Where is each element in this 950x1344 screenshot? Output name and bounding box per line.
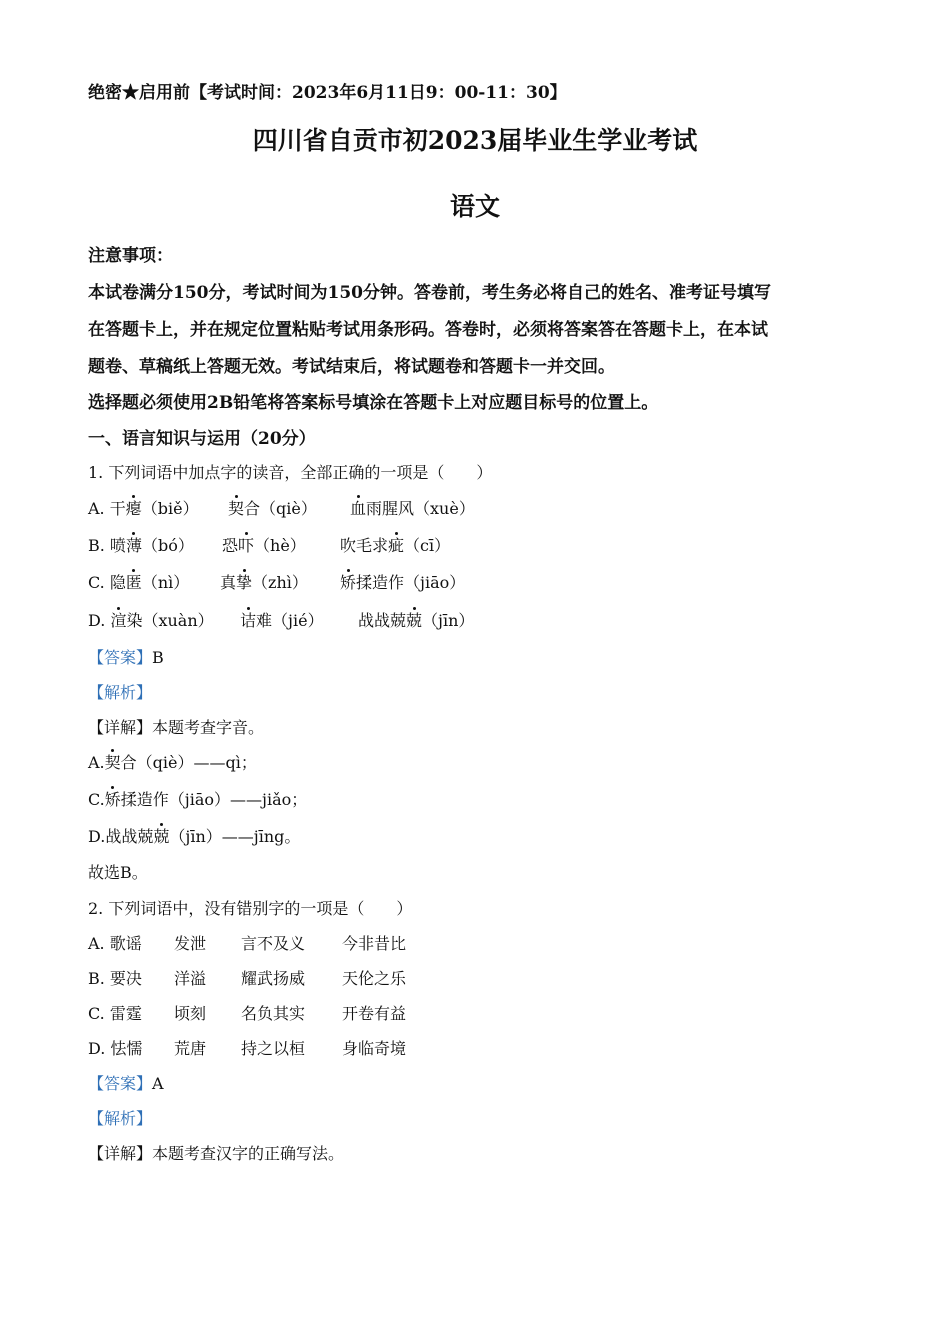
option-text: 难（jié） [256,611,324,630]
option-text: （bó） [141,536,194,555]
option-item: 发泄 [174,934,207,953]
dotted-character: 挚 [236,573,253,592]
correction-line [88,789,307,811]
option-item: 开卷有益 [342,1004,407,1023]
notice-line: 本试卷满分150分，考试时间为150分钟。答卷前，考生务必将自己的姓名、准考证号填写 [88,283,771,303]
correction-text: A. [88,753,105,772]
option-item [222,535,306,557]
option-text: A. 干 [88,499,126,518]
correction-text: （jīn）——jīng。 [169,827,301,846]
dotted-character: 血 [350,499,367,518]
option-item [220,572,308,594]
option-item: 荒唐 [174,1039,207,1058]
option-text: （nì） [141,573,190,592]
option-item [228,498,317,520]
dotted-character: 矫 [104,790,121,809]
option-text: D. [88,611,111,630]
option-item: 持之以桓 [241,1039,306,1058]
notice-heading: 注意事项： [88,246,173,266]
notice-line: 选择题必须使用2B铅笔将答案标号填涂在答题卡上对应题目标号的位置上。 [88,393,659,413]
option-item: 耀武扬威 [241,969,306,988]
detail-line: 【详解】本题考查汉字的正确写法。 [88,1144,345,1163]
option-item [340,535,450,557]
option-text: （cī） [404,536,451,555]
answer-line [88,1073,164,1095]
analysis-label: 【解析】 [88,1109,153,1128]
option-text: 雨腥风（xuè） [366,499,475,518]
option-item [340,572,465,594]
dotted-character: 渲 [110,611,127,630]
option-item [88,535,194,557]
correction-text: 合（qiè）——qì； [120,753,257,772]
option-text: （biě） [141,499,199,518]
option-item: D. 怯懦 [88,1039,143,1058]
option-text: B. 喷 [88,536,126,555]
dotted-character: 契 [228,499,245,518]
option-item [88,610,214,632]
question-2-stem: 2. 下列词语中，没有错别字的一项是（ ） [88,899,413,918]
analysis-label: 【解析】 [88,683,153,702]
dotted-character: 匿 [125,573,142,592]
dotted-character: 兢 [406,611,423,630]
option-item: 天伦之乐 [342,969,407,988]
option-item: 言不及义 [241,934,306,953]
option-item [358,610,474,632]
option-text: 恐 [222,536,239,555]
correction-text: D.战战兢 [88,827,154,846]
dotted-character: 疵 [388,536,405,555]
option-text: C. 隐 [88,573,126,592]
conclusion-line: 故选B。 [88,863,148,882]
option-item: 今非昔比 [342,934,407,953]
option-item: 顷刻 [174,1004,207,1023]
dotted-character: 矫 [340,573,357,592]
correction-line [88,752,257,774]
option-text: 战战兢 [358,611,407,630]
option-item: A. 歌谣 [88,934,142,953]
notice-line: 题卷、草稿纸上答题无效。考试结束后，将试题卷和答题卡一并交回。 [88,357,615,377]
option-text: 合（qiè） [244,499,317,518]
option-item [350,498,475,520]
dotted-character: 瘪 [125,499,142,518]
exam-header: 绝密★启用前【考试时间：2023年6月11日9：00-11：30】 [88,83,567,103]
dotted-character: 兢 [153,827,170,846]
option-item: 名负其实 [241,1004,306,1023]
option-text: （zhì） [252,573,308,592]
dotted-character: 吓 [238,536,255,555]
option-item: 洋溢 [174,969,207,988]
option-item: C. 雷霆 [88,1004,142,1023]
exam-title: 四川省自贡市初2023届毕业生学业考试 [252,126,698,155]
option-text: 染（xuàn） [126,611,214,630]
option-item: 身临奇境 [342,1039,407,1058]
option-text: 揉造作（jiāo） [356,573,466,592]
correction-text: C. [88,790,105,809]
correction-text: 揉造作（jiāo）——jiǎo； [120,790,308,809]
dotted-character: 薄 [125,536,142,555]
option-text: （jīn） [422,611,475,630]
answer-label: 【答案】 [88,1074,153,1093]
correction-line [88,826,300,848]
answer-value: B [152,648,164,667]
dotted-character: 契 [104,753,121,772]
answer-label: 【答案】 [88,648,153,667]
answer-line [88,647,164,669]
option-item [240,610,324,632]
detail-line: 【详解】本题考查字音。 [88,718,265,737]
dotted-character: 诘 [240,611,257,630]
option-item [88,572,189,594]
notice-line: 在答题卡上，并在规定位置粘贴考试用条形码。答卷时，必须将答案答在答题卡上，在本试 [88,320,768,340]
answer-value: A [152,1074,164,1093]
section-heading: 一、语言知识与运用（20分） [88,429,316,449]
option-text: （hè） [254,536,306,555]
question-1-stem: 1. 下列词语中加点字的读音，全部正确的一项是（ ） [88,463,493,482]
option-text: 真 [220,573,237,592]
option-item: B. 要决 [88,969,142,988]
option-text: 吹毛求 [340,536,389,555]
subject-title: 语文 [449,192,500,221]
option-item [88,498,199,520]
